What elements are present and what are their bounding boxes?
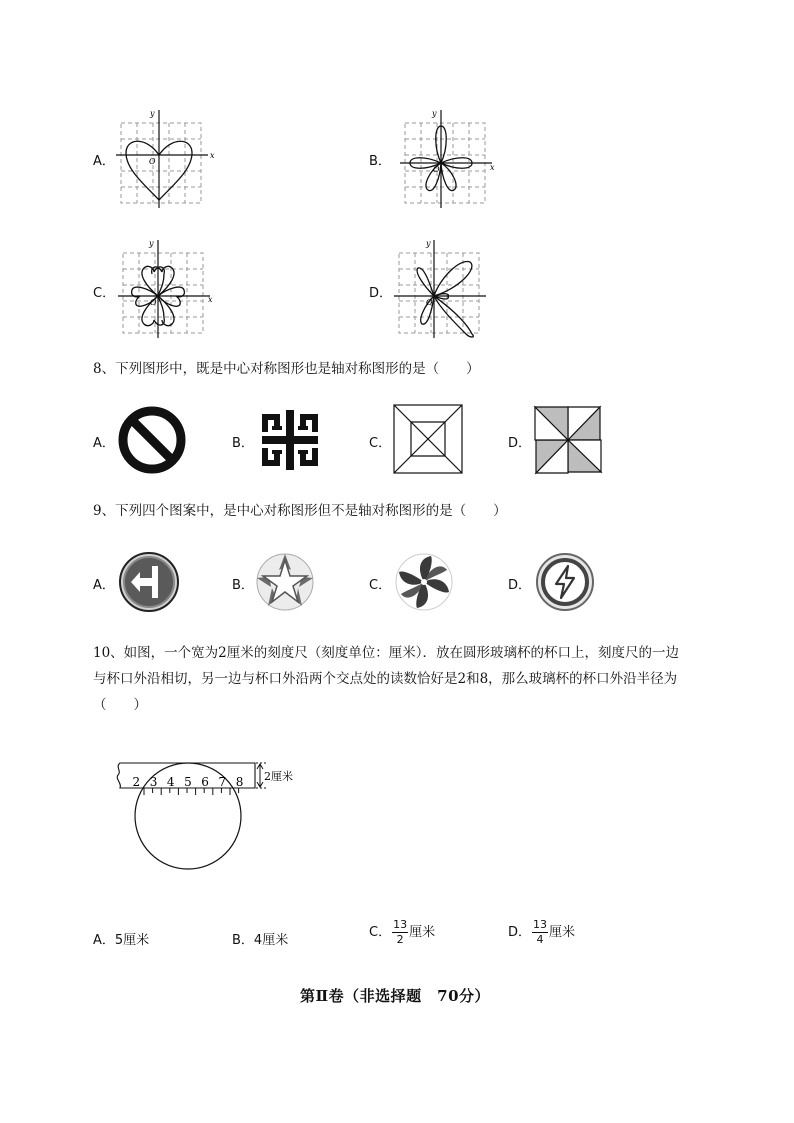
fraction-13-over-2: $\frac{13}{2}$ [393,918,408,946]
question-9-text: 9、下列四个图案中，是中心对称图形但不是轴对称图形的是（ ） [93,503,507,519]
q10-option-b: B．4厘米 [232,933,289,948]
leaf-pattern-icon [393,550,457,614]
axis-x-label: x [210,151,215,160]
q7-graph-b [400,108,500,208]
no-entry-sign-icon [118,405,188,475]
q7-graph-a [116,108,216,208]
q10-option-d: D． $\frac{13}{4}$ 厘米 [508,918,576,946]
square-pinwheel-icon [393,404,465,476]
meander-pattern-icon [258,408,324,474]
q7-option-c-label: C． [93,286,116,301]
ruler-number: 3 [149,775,158,789]
pinwheel-icon [534,405,604,475]
q10-option-a: A．5厘米 [93,933,150,948]
turn-left-sign-icon [118,550,182,614]
question-10-line-3: （ ） [93,697,147,713]
q10-option-c: C． $\frac{13}{2}$ 厘米 [369,918,436,946]
q7-graph-c [118,238,218,338]
ruler-number: 5 [184,775,192,789]
q9-option-a-label: A． [93,578,115,593]
question-8-text: 8、下列图形中，既是中心对称图形也是轴对称图形的是（ ） [93,361,480,377]
lightning-sign-icon [534,550,598,614]
ruler-width-label: 2厘米 [264,770,293,783]
q8-option-d-label: D． [508,436,532,451]
axis-y-label: y [432,109,437,118]
q7-option-b-label: B． [369,154,391,169]
q9-option-d-label: D． [508,578,532,593]
section-title: 第Ⅱ卷（非选择题 70分） [300,987,491,1005]
origin-label: O [433,165,440,174]
axis-x-label: x [208,295,213,304]
q8-option-b-label: B． [232,436,254,451]
ruler-number: 8 [235,775,244,789]
q9-option-b-label: B． [232,578,254,593]
q7-option-d-label: D． [369,286,393,301]
origin-label: O [150,298,157,307]
ruler-number: 6 [201,775,209,789]
axis-y-label: y [426,239,431,248]
question-10-line-1: 10、如图，一个宽为2厘米的刻度尺（刻度单位：厘米）．放在圆形玻璃杯的杯口上，刻度尺的一边 [93,645,680,661]
origin-label: O [426,298,433,307]
q7-option-a-label: A． [93,154,115,169]
q9-option-c-label: C． [369,578,392,593]
axis-x-label: x [490,163,495,172]
q7-graph-d [394,238,494,338]
ruler-ticks [144,788,239,795]
ruler-and-cup-figure [110,755,310,875]
axis-y-label: y [150,109,155,118]
star-emblem-icon [254,550,318,614]
ruler-number: 7 [218,775,227,789]
axis-y-label: y [149,239,154,248]
ruler-number: 2 [132,775,141,789]
origin-label: O [149,157,156,166]
fraction-13-over-4: $\frac{13}{4}$ [533,918,548,946]
ruler-number: 4 [166,775,175,789]
question-10-line-2: 与杯口外沿相切，另一边与杯口外沿两个交点处的读数恰好是2和8，那么玻璃杯的杯口外沿半径为 [93,671,678,687]
q8-option-a-label: A． [93,436,115,451]
q8-option-c-label: C． [369,436,392,451]
